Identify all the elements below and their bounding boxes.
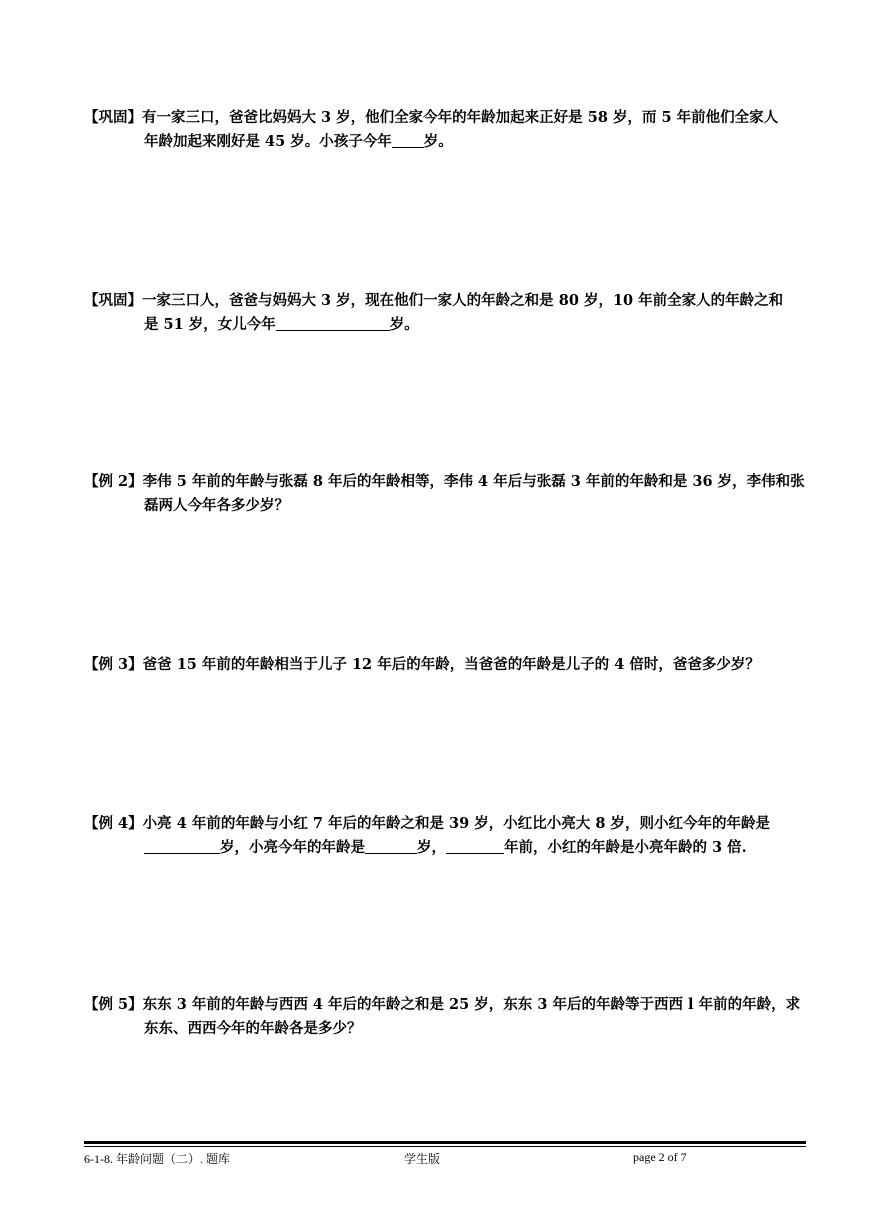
problem-text: 东东、西西今年的年龄各是多少？: [144, 1020, 362, 1037]
problem-tag: 【巩固】: [84, 292, 142, 309]
answer-blank[interactable]: [365, 837, 417, 854]
problem-text: 李伟 5 年前的年龄与张磊 8 年后的年龄相等，李伟 4 年后与张磊 3 年前的年龄和是 36 岁，李伟和张: [142, 473, 805, 490]
footer-center-text: 学生版: [404, 1152, 441, 1166]
problem-text: 年前，小红的年龄是小亮年龄的 3 倍.: [504, 839, 747, 856]
problem-text: 岁，: [417, 839, 446, 856]
problem-tag: 【例 4】: [84, 815, 143, 832]
footer-divider-thick: [84, 1141, 806, 1144]
problem-line-2: [84, 1017, 809, 1041]
footer-page-number: page 2 of 7: [633, 1150, 687, 1164]
problem-line-2: [84, 130, 809, 154]
problem-tag: 【例 3】: [84, 656, 143, 673]
problem-text: 是 51 岁，女儿今年: [144, 316, 276, 333]
problem-line-2: [84, 494, 809, 518]
problem-text: 岁，小亮今年的年龄是: [220, 839, 365, 856]
problem-line-1: [84, 289, 809, 313]
problem-text: 爸爸 15 年前的年龄相当于儿子 12 年后的年龄，当爸爸的年龄是儿子的 4 倍时，爸爸多少岁？: [142, 656, 760, 673]
problem-consolidation-2: [84, 289, 809, 337]
problem-example-2: [84, 470, 809, 518]
answer-blank[interactable]: [144, 837, 220, 854]
problem-text: 东东 3 年前的年龄与西西 4 年后的年龄之和是 25 岁，东东 3 年后的年龄等于西西 l 年前的年龄，求: [142, 996, 801, 1013]
problem-example-3: [84, 653, 809, 677]
problem-text: 一家三口人，爸爸与妈妈大 3 岁，现在他们一家人的年龄之和是 80 岁，10 年前全家人的年龄之和: [142, 292, 784, 309]
problem-line-2: [84, 313, 809, 337]
problem-text: 岁。: [423, 133, 453, 150]
problem-consolidation-1: [84, 106, 809, 154]
problem-line-1: [84, 653, 809, 677]
problem-line-1: [84, 470, 809, 494]
problem-text: 有一家三口，爸爸比妈妈大 3 岁，他们全家今年的年龄加起来正好是 58 岁，而 5 年前他们全家人: [142, 109, 779, 126]
problem-tag: 【例 2】: [84, 473, 143, 490]
problem-text: 岁。: [389, 316, 419, 333]
problem-tag: 【巩固】: [84, 109, 142, 126]
answer-blank[interactable]: [276, 314, 390, 331]
problem-line-1: [84, 993, 809, 1017]
footer-divider-thin: [84, 1146, 806, 1147]
problem-text: 磊两人今年各多少岁？: [144, 497, 289, 514]
problem-tag: 【例 5】: [84, 996, 143, 1013]
answer-blank[interactable]: [446, 837, 504, 854]
problem-text: 年龄加起来刚好是 45 岁。小孩子今年: [144, 133, 392, 150]
problem-text: 小亮 4 年前的年龄与小红 7 年后的年龄之和是 39 岁，小红比小亮大 8 岁，则小红今年的年龄是: [142, 815, 770, 832]
problem-line-1: [84, 812, 809, 836]
problem-line-1: [84, 106, 809, 130]
problem-example-5: [84, 993, 809, 1041]
problem-example-4: [84, 812, 809, 860]
footer-left-text: 6-1-8. 年龄问题（二）. 题库: [84, 1152, 230, 1166]
problem-line-2: [84, 836, 809, 860]
answer-blank[interactable]: [392, 131, 424, 148]
